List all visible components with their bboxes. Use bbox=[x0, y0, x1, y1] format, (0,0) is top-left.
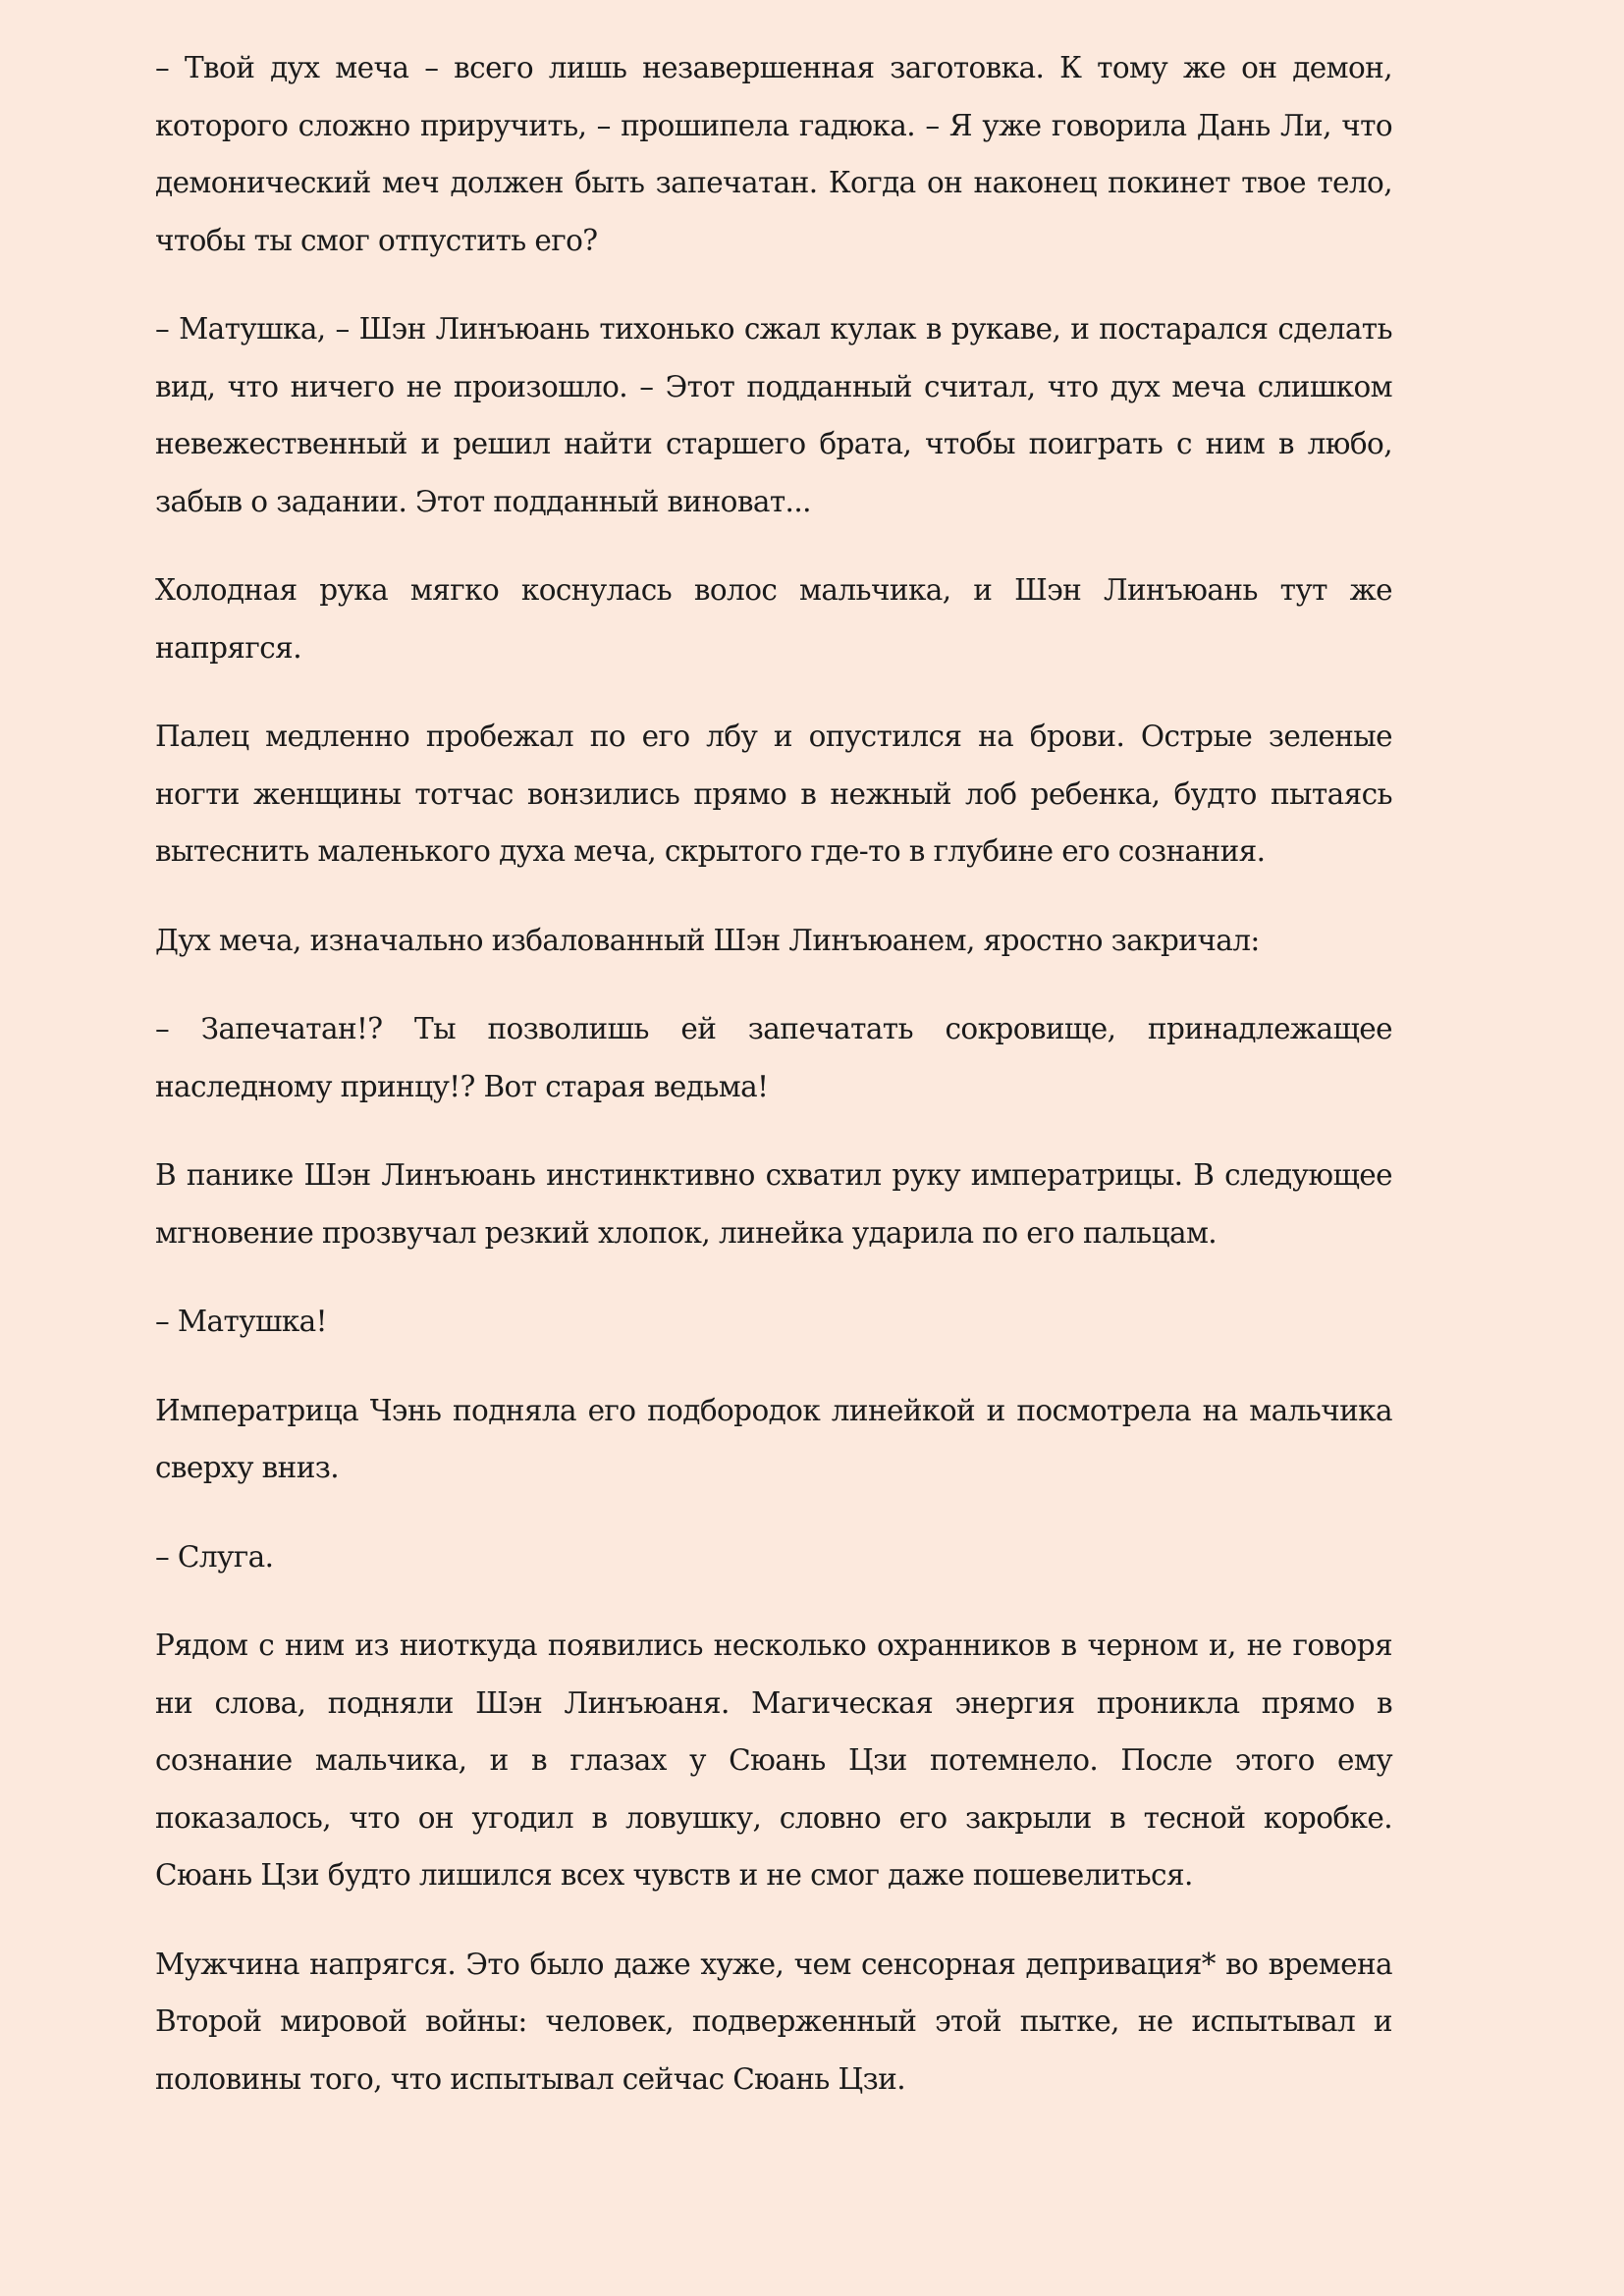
paragraph: Рядом с ним из ниоткуда появились несколько охранников в черном и, не говоря ни слова, подняли Шэн Линъюаня. Магическая энергия проникла прямо в сознание мальчика, и в глазах у Сюань Цзи потемнело. После этого ему показалось, что он угодил в ловушку, словно его закрыли в тесной коробке. Сюань Цзи будто лишился всех чувств и не смог даже пошевелиться. bbox=[155, 1629, 1392, 1892]
paragraph: Дух меча, изначально избалованный Шэн Линъюанем, яростно закричал: bbox=[155, 923, 1260, 957]
paragraph: Мужчина напрягся. Это было даже хуже, чем сенсорная депривация* во времена Второй мировой войны: человек, подверженный этой пытке, не испытывал и половины того, что испытывал сейчас Сюань Цзи. bbox=[155, 1947, 1392, 2096]
paragraph: – Слуга. bbox=[155, 1539, 274, 1574]
paragraph: – Запечатан!? Ты позволишь ей запечатать сокровище, принадлежащее наследному принцу!? Вот старая ведьма! bbox=[155, 1012, 1392, 1103]
paragraph: – Матушка, – Шэн Линъюань тихонько сжал кулак в рукаве, и постарался сделать вид, что ничего не произошло. – Этот подданный считал, что дух меча слишком невежественный и решил найти старшего брата, чтобы поиграть с ним в любо, забыв о задании. Этот подданный виноват... bbox=[155, 312, 1392, 518]
paragraph: Палец медленно пробежал по его лбу и опустился на брови. Острые зеленые ногти женщины тотчас вонзились прямо в нежный лоб ребенка, будто пытаясь вытеснить маленького духа меча, скрытого где-то в глубине его сознания. bbox=[155, 720, 1392, 868]
paragraph: Императрица Чэнь подняла его подбородок линейкой и посмотрела на мальчика сверху вниз. bbox=[155, 1393, 1392, 1484]
document-page bbox=[155, 39, 1392, 2139]
paragraph: – Твой дух меча – всего лишь незавершенная заготовка. К тому же он демон, которого сложно приручить, – прошипела гадюка. – Я уже говорила Дань Ли, что демонический меч должен быть запечатан. Когда он наконец покинет твое тело, чтобы ты смог отпустить его? bbox=[155, 51, 1392, 257]
paragraph: Холодная рука мягко коснулась волос мальчика, и Шэн Линъюань тут же напрягся. bbox=[155, 573, 1392, 665]
paragraph: В панике Шэн Линъюань инстинктивно схватил руку императрицы. В следующее мгновение прозвучал резкий хлопок, линейка ударила по его пальцам. bbox=[155, 1158, 1392, 1250]
paragraph: – Матушка! bbox=[155, 1305, 327, 1338]
